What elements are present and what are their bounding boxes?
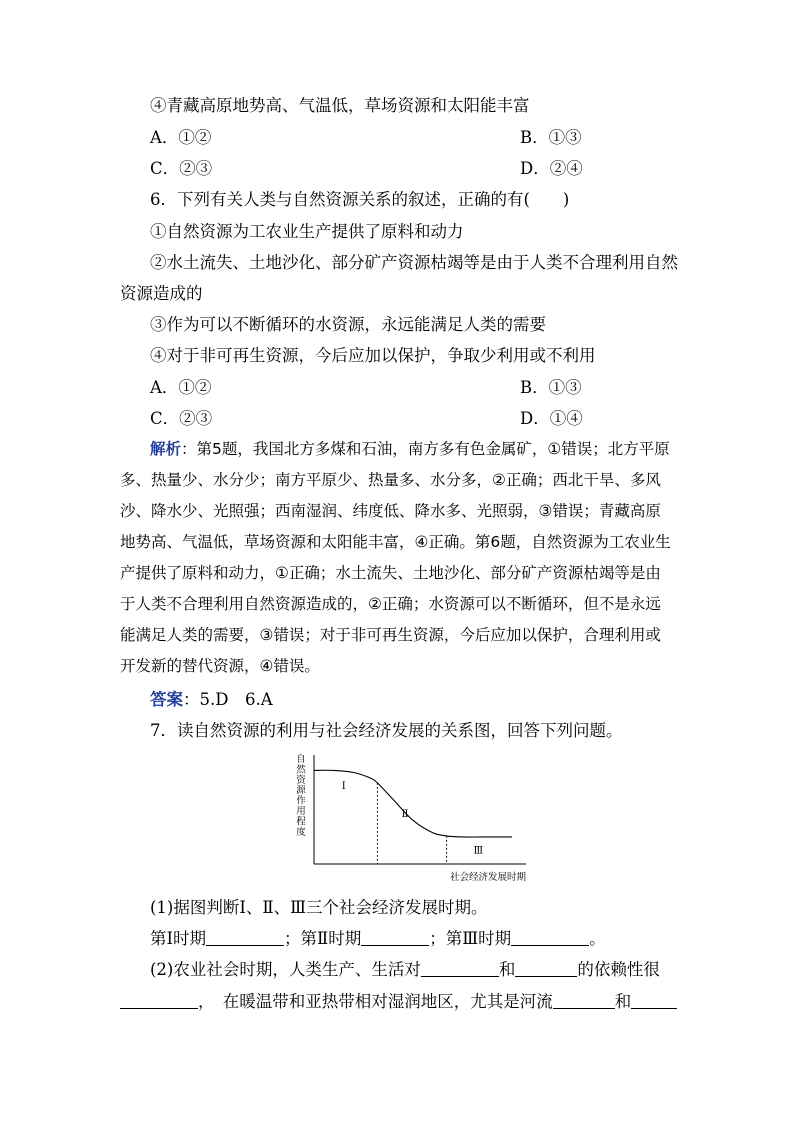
q6-options-row-1 [150, 377, 582, 399]
q6-item-2-line-1: ②水土流失、土地沙化、部分矿产资源枯竭等是由于人类不合理利用自然 [150, 253, 678, 272]
q7-period-1-label: 第Ⅰ时期 [150, 929, 207, 948]
q6-options-row-2 [150, 408, 583, 430]
answer-blank[interactable] [361, 929, 429, 946]
analysis-paragraph [120, 434, 675, 682]
q7-part-2-line-1 [150, 959, 660, 981]
q7-part-1-blanks [150, 928, 606, 950]
chart-period-label-1: Ⅰ [341, 781, 346, 793]
answer-blank[interactable] [120, 992, 198, 1009]
q5-option-d[interactable]: D．②④ [520, 159, 583, 178]
q5-option-c[interactable]: C．②③ [150, 159, 213, 178]
q6-item-1: ①自然资源为工农业生产提供了原料和动力 [150, 222, 464, 241]
chart-x-axis-label: 社会经济发展时期 [449, 872, 526, 883]
resource-development-chart [290, 752, 530, 887]
q7-part-1-end: 。 [589, 929, 606, 948]
q7-part-2-text-e: 和 [614, 992, 632, 1011]
answer-blank[interactable] [515, 960, 577, 977]
answer-blank[interactable] [421, 960, 499, 977]
answer-blank[interactable] [511, 929, 589, 946]
q7-part-2-line-2 [120, 991, 677, 1013]
answer-text: ：5.D 6.A [183, 690, 273, 709]
answer-blank[interactable] [206, 929, 284, 946]
q5-options-row-2 [150, 158, 583, 180]
answer-label: 答案 [150, 690, 183, 709]
q7-part-1: (1)据图判断Ⅰ、Ⅱ、Ⅲ三个社会经济发展时期。 [150, 898, 488, 917]
q7-part-2-text-d: ， 在暖温带和亚热带相对湿润地区，尤其是河流 [198, 992, 553, 1011]
q6-stem: 6．下列有关人类与自然资源关系的叙述，正确的有( ) [150, 190, 570, 209]
q7-part-2-text-a: (2)农业社会时期，人类生产、生活对 [150, 960, 421, 979]
q7-part-2-text-c: 的依赖性很 [577, 960, 660, 979]
answer-line [150, 689, 273, 711]
q6-item-3: ③作为可以不断循环的水资源，永远能满足人类的需要 [150, 315, 546, 334]
analysis-label: 解析 [150, 440, 182, 458]
q7-stem: 7．读自然资源的利用与社会经济发展的关系图，回答下列问题。 [150, 721, 623, 740]
q5-options-row-1 [150, 127, 582, 149]
q6-item-4: ④对于非可再生资源，今后应加以保护，争取少利用或不利用 [150, 346, 596, 365]
chart-period-label-3: Ⅲ [473, 845, 484, 857]
q6-option-a[interactable]: A．①② [150, 378, 212, 397]
q7-period-3-label: ；第Ⅲ时期 [429, 929, 512, 948]
q5-option-b[interactable]: B．①③ [520, 128, 582, 147]
answer-blank[interactable] [631, 992, 677, 1009]
q6-option-d[interactable]: D．①④ [520, 409, 583, 428]
q6-item-2-line-2: 资源造成的 [120, 284, 203, 303]
chart-y-axis-label: 自然资源作用程度 [296, 754, 306, 838]
q5-item-4: ④青藏高原地势高、气温低，草场资源和太阳能丰富 [150, 96, 530, 115]
q5-option-a[interactable]: A．①② [150, 128, 212, 147]
q7-period-2-label: ；第Ⅱ时期 [284, 929, 362, 948]
analysis-text: ：第5题，我国北方多煤和石油，南方多有色金属矿，①错误；北方平原多、热量少、水分少；南方平原少、热量多、水分多，②正确；西北干旱、多风沙、降水少、光照强；西南湿润、纬度低、降水多、光照弱，③错误；青藏高原地势高、气温低，草场资源和太阳能丰富，④正确。第6题，自然资源为工农业生产提供了原料和动力，①正确；水土流失、土地沙化、部分矿产资源枯竭等是由于人类不合理利用自然资源造成的，②正确；水资源可以不断循环，但不是永远能满足人类的需要，③错误；对于非可再生资源，今后应加以保护，合理利用或开发新的替代资源，④错误。 [120, 440, 671, 675]
q6-option-b[interactable]: B．①③ [520, 378, 582, 397]
q7-part-2-text-b: 和 [498, 960, 516, 979]
answer-blank[interactable] [553, 992, 615, 1009]
chart-period-label-2: Ⅱ [401, 809, 409, 821]
q6-option-c[interactable]: C．②③ [150, 409, 213, 428]
